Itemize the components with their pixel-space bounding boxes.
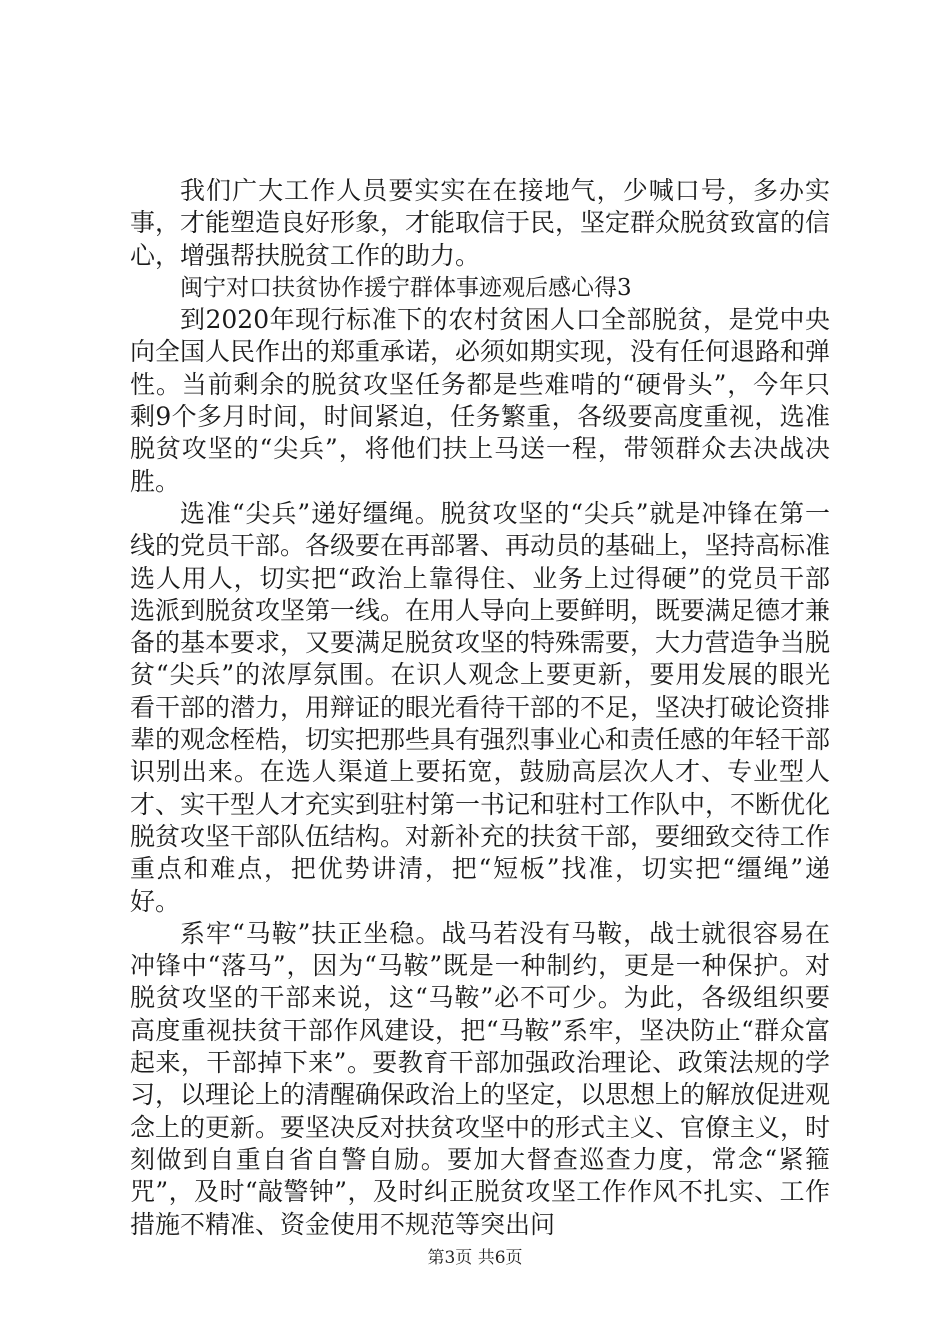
paragraph-select-vanguard: 选准“尖兵”递好缰绳。脱贫攻坚的“尖兵”就是冲锋在第一线的党员干部。各级要在再部署、再动员的基础上，坚持高标准选人用人，切实把“政治上靠得住、业务上过得硬”的党员干部选派到脱贫攻坚第一线。在用人导向上要鲜明，既要满足德才兼备的基本要求，又要满足脱贫攻坚的特殊需要，大力营造争当脱贫“尖兵”的浓厚氛围。在识人观念上要更新，要用发展的眼光看干部的潜力，用辩证的眼光看待干部的不足，坚决打破论资排辈的观念桎梏，切实把那些具有强烈事业心和责任感的年轻干部识别出来。在选人渠道上要拓宽，鼓励高层次人才、专业型人才、实干型人才充实到驻村第一书记和驻村工作队中，不断优化脱贫攻坚干部队伍结构。对新补充的扶贫干部，要细致交待工作重点和难点，把优势讲清，把“短板”找准，切实把“缰绳”递好。 xyxy=(130,498,831,916)
paragraph-commitment: 到2020年现行标准下的农村贫困人口全部脱贫，是党中央向全国人民作出的郑重承诺，必须如期实现，没有任何退路和弹性。当前剩余的脱贫攻坚任务都是些难啃的“硬骨头”，今年只剩9个多月时间，时间紧迫，任务繁重，各级要高度重视，选准脱贫攻坚的“尖兵”，将他们扶上马送一程，带领群众去决战决胜。 xyxy=(130,305,831,496)
paragraph-intro-continuation: 我们广大工作人员要实实在在接地气，少喊口号，多办实事，才能塑造良好形象，才能取信于民，坚定群众脱贫致富的信心，增强帮扶脱贫工作的助力。 xyxy=(130,176,831,270)
document-body xyxy=(130,175,830,1241)
paragraph-saddle: 系牢“马鞍”扶正坐稳。战马若没有马鞍，战士就很容易在冲锋中“落马”，因为“马鞍”既是一种制约，更是一种保护。对脱贫攻坚的干部来说，这“马鞍”必不可少。为此，各级组织要高度重视扶贫干部作风建设，把“马鞍”系牢，坚决防止“群众富起来，干部掉下来”。要教育干部加强政治理论、政策法规的学习，以理论上的清醒确保政治上的坚定，以思想上的解放促进观念上的更新。要坚决反对扶贫攻坚中的形式主义、官僚主义，时刻做到自重自省自警自励。要加大督查巡查力度，常念“紧箍咒”，及时“敲警钟”，及时纠正脱贫攻坚工作作风不扎实、工作措施不精准、资金使用不规范等突出问 xyxy=(130,918,831,1239)
section-heading: 闽宁对口扶贫协作援宁群体事迹观后感心得3 xyxy=(180,274,632,301)
page-footer: 第3页 共6页 xyxy=(427,1248,523,1268)
